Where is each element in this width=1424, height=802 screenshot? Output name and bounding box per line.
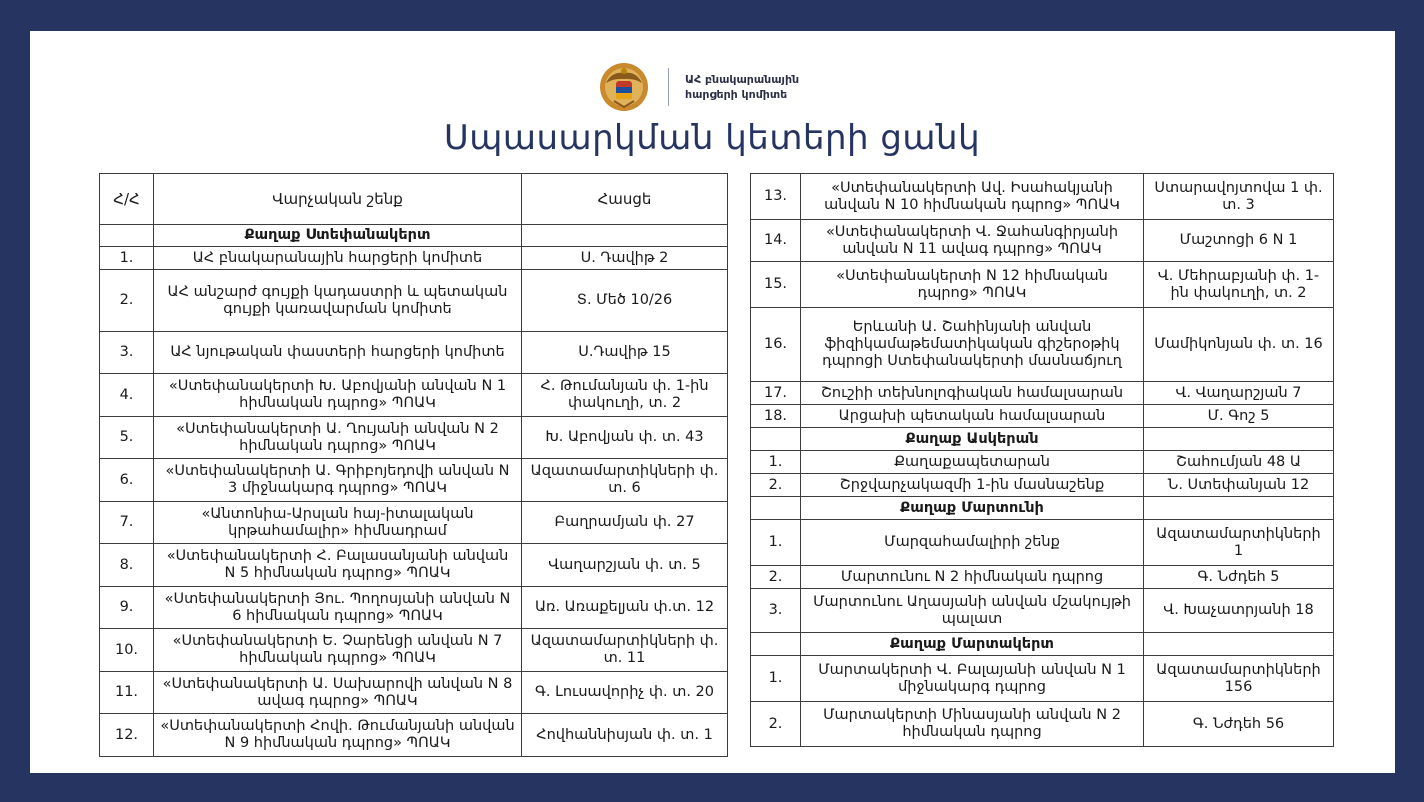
section-address-cell [522,225,728,247]
row-address: Ազատամարտիկների 1 [1144,520,1334,566]
left-table [99,173,728,757]
header [598,60,835,114]
row-num: 8. [100,544,154,587]
row-num: 14. [751,220,801,262]
section-row [100,225,728,247]
row-address: Խ. Աբովյան փ. տ. 43 [522,417,728,459]
row-num: 1. [751,451,801,474]
table-row [100,544,728,587]
header-address: Հասցե [522,174,728,225]
row-building: «Ստեփանակերտի Ա. Գրիբոյեդովի անվան N 3 միջնակարգ դպրոց» ՊՈԱԿ [154,459,522,502]
table-row [100,502,728,544]
row-building: Մարզահամալիրի շենք [801,520,1144,566]
row-num: 2. [751,474,801,497]
row-address: Հովհաննիսյան փ. տ. 1 [522,714,728,757]
row-num: 4. [100,374,154,417]
section-address-cell [1144,633,1334,656]
row-num: 2. [751,566,801,589]
table-row [100,417,728,459]
row-building: «Ստեփանակերտի Ա. Ղույանի անվան N 2 հիմնական դպրոց» ՊՈԱԿ [154,417,522,459]
header-num: Հ/Հ [100,174,154,225]
row-address: Գ. Նժդեհ 5 [1144,566,1334,589]
row-address: Առ. Առաքելյան փ.տ. 12 [522,587,728,629]
row-building: «Ստեփանակերտի Ա. Սախարովի անվան N 8 ավագ դպրոց» ՊՈԱԿ [154,672,522,714]
row-building: «Ստեփանակերտի Ավ. Իսահակյանի անվան N 10 հիմնական դպրոց» ՊՈԱԿ [801,174,1144,220]
row-num: 5. [100,417,154,459]
table-row [751,474,1334,497]
org-name-line2: հարցերի կոմիտե [685,88,788,101]
section-num-cell [100,225,154,247]
row-building: Քաղաքապետարան [801,451,1144,474]
row-num: 1. [751,656,801,702]
row-building: «Ստեփանակերտի Հովի. Թումանյանի անվան N 9 հիմնական դպրոց» ՊՈԱԿ [154,714,522,757]
org-name [685,72,835,102]
coat-of-arms-icon [598,61,650,113]
section-num-cell [751,633,801,656]
row-num: 6. [100,459,154,502]
row-address: Վ. Խաչատրյանի 18 [1144,589,1334,633]
table-row [751,262,1334,308]
header-building: Վարչական շենք [154,174,522,225]
row-building: «Ստեփանակերտի Հ. Բալասանյանի անվան N 5 հիմնական դպրոց» ՊՈԱԿ [154,544,522,587]
table-row [100,714,728,757]
table-row [751,308,1334,382]
row-num: 7. [100,502,154,544]
right-table [750,173,1334,747]
table-row [751,174,1334,220]
row-address: Ն. Ստեփանյան 12 [1144,474,1334,497]
section-row [751,633,1334,656]
table-row [100,672,728,714]
row-num: 1. [100,247,154,270]
row-building: Մարտակերտի Մինասյանի անվան N 2 հիմնական դպրոց [801,702,1144,747]
row-building: Մարտակերտի Վ. Բալայանի անվան N 1 միջնակարգ դպրոց [801,656,1144,702]
table-row [100,587,728,629]
table-row [751,656,1334,702]
row-building: ԱՀ նյութական փաստերի հարցերի կոմիտե [154,332,522,374]
row-building: Շրջվարչակազմի 1-ին մասնաշենք [801,474,1144,497]
table-row [100,629,728,672]
row-num: 10. [100,629,154,672]
row-address: Ս.Դավիթ 15 [522,332,728,374]
table-row [751,702,1334,747]
row-building: Շուշիի տեխնոլոգիական համալսարան [801,382,1144,405]
header-divider [668,68,669,106]
table-row [751,220,1334,262]
row-building: Մարտունու N 2 հիմնական դպրոց [801,566,1144,589]
row-building: «Անտոնիա-Արսլան հայ-իտալական կրթահամալիր» հիմնադրամ [154,502,522,544]
row-address: Գ. Նժդեհ 56 [1144,702,1334,747]
row-address: Ստարավոյտովա 1 փ. տ. 3 [1144,174,1334,220]
table-header-row [100,174,728,225]
section-name: Քաղաք Ստեփանակերտ [154,225,522,247]
table-row [100,459,728,502]
row-num: 11. [100,672,154,714]
row-num: 13. [751,174,801,220]
row-building: Արցախի պետական համալսարան [801,405,1144,428]
row-building: Մարտունու Աղասյանի անվան մշակույթի պալատ [801,589,1144,633]
row-address: Գ. Լուսավորիչ փ. տ. 20 [522,672,728,714]
row-num: 2. [751,702,801,747]
row-num: 3. [751,589,801,633]
row-address: Մ. Գոշ 5 [1144,405,1334,428]
table-row [751,520,1334,566]
row-num: 9. [100,587,154,629]
row-num: 2. [100,270,154,332]
table-row [100,332,728,374]
row-building: Երևանի Ա. Շահինյանի անվան ֆիզիկամաթեմատիկական գիշերօթիկ դպրոցի Ստեփանակերտի մասնաճյուղ [801,308,1144,382]
table-row [100,374,728,417]
row-address: Վ. Մեհրաբյանի փ. 1-ին փակուղի, տ. 2 [1144,262,1334,308]
row-address: Բաղրամյան փ. 27 [522,502,728,544]
table-row [100,247,728,270]
table-row [751,566,1334,589]
row-address: Վ. Վաղարշյան 7 [1144,382,1334,405]
row-building: «Ստեփանակերտի Վ. Ջահանգիրյանի անվան N 11 ավագ դպրոց» ՊՈԱԿ [801,220,1144,262]
row-building: ԱՀ բնակարանային հարցերի կոմիտե [154,247,522,270]
row-building: «Ստեփանակերտի N 12 հիմնական դպրոց» ՊՈԱԿ [801,262,1144,308]
section-address-cell [1144,497,1334,520]
row-address: Տ. Մեծ 10/26 [522,270,728,332]
row-address: Շահումյան 48 Ա [1144,451,1334,474]
section-name: Քաղաք Մարտակերտ [801,633,1144,656]
section-name: Քաղաք Ասկերան [801,428,1144,451]
row-num: 3. [100,332,154,374]
row-address: Ազատամարտիկների 156 [1144,656,1334,702]
row-num: 1. [751,520,801,566]
table-row [751,589,1334,633]
table-row [751,451,1334,474]
row-building: «Ստեփանակերտի Խ. Աբովյանի անվան N 1 հիմնական դպրոց» ՊՈԱԿ [154,374,522,417]
row-address: Ազատամարտիկների փ. տ. 11 [522,629,728,672]
row-num: 17. [751,382,801,405]
table-row [100,270,728,332]
row-building: «Ստեփանակերտի Ե. Չարենցի անվան N 7 հիմնական դպրոց» ՊՈԱԿ [154,629,522,672]
row-num: 16. [751,308,801,382]
row-num: 15. [751,262,801,308]
table-row [751,382,1334,405]
section-row [751,497,1334,520]
table-row [751,405,1334,428]
row-address: Հ. Թումանյան փ. 1-ին փակուղի, տ. 2 [522,374,728,417]
row-address: Ս. Դավիթ 2 [522,247,728,270]
row-building: ԱՀ անշարժ գույքի կադաստրի և պետական գույքի կառավարման կոմիտե [154,270,522,332]
section-num-cell [751,428,801,451]
row-address: Մաշտոցի 6 N 1 [1144,220,1334,262]
row-address: Մամիկոնյան փ. տ. 16 [1144,308,1334,382]
org-name-line1: ԱՀ բնակարանային [685,73,800,86]
row-num: 18. [751,405,801,428]
section-num-cell [751,497,801,520]
row-building: «Ստեփանակերտի Յու. Պողոսյանի անվան N 6 հիմնական դպրոց» ՊՈԱԿ [154,587,522,629]
section-name: Քաղաք Մարտունի [801,497,1144,520]
row-num: 12. [100,714,154,757]
section-row [751,428,1334,451]
page-title: Սպասարկման կետերի ցանկ [443,118,981,158]
row-address: Ազատամարտիկների փ. տ. 6 [522,459,728,502]
row-address: Վաղարշյան փ. տ. 5 [522,544,728,587]
section-address-cell [1144,428,1334,451]
